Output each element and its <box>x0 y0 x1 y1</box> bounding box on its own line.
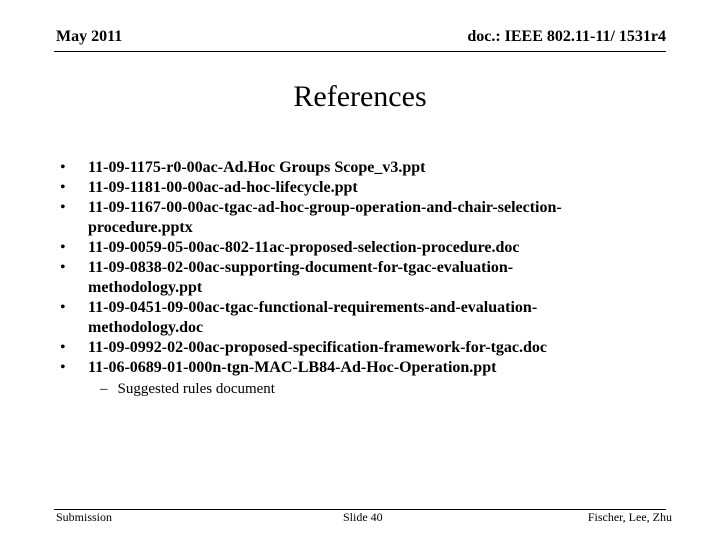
reference-item <box>60 338 620 358</box>
footer-slide-number: Slide 40 <box>343 510 383 524</box>
references-list <box>60 158 620 378</box>
header-date: May 2011 <box>56 28 123 45</box>
reference-text: 11-09-0059-05-00ac-802-11ac-proposed-selection-procedure.doc <box>88 239 520 256</box>
reference-item <box>60 238 620 258</box>
footer-authors: Fischer, Lee, Zhu <box>587 510 672 524</box>
sub-bullet <box>100 381 275 398</box>
reference-text: 11-09-0992-02-00ac-proposed-specification-framework-for-tgac.doc <box>88 339 548 356</box>
sub-bullet-text: Suggested rules document <box>117 381 275 397</box>
reference-text: 11-09-0451-09-00ac-tgac-functional-requirements-and-evaluation-methodology.doc <box>88 299 538 336</box>
reference-item <box>60 178 620 198</box>
footer-submission: Submission <box>56 510 113 524</box>
bullet-icon: • <box>60 159 66 176</box>
bullet-icon: • <box>60 179 66 196</box>
bullet-icon: • <box>60 299 66 316</box>
bullet-icon: • <box>60 339 66 356</box>
bullet-icon: • <box>60 199 66 216</box>
reference-text: 11-09-1181-00-00ac-ad-hoc-lifecycle.ppt <box>88 179 358 196</box>
bullet-icon: • <box>60 259 66 276</box>
dash-icon: – <box>100 381 108 397</box>
slide-title: References <box>293 80 427 113</box>
bullet-icon: • <box>60 239 66 256</box>
reference-text: 11-09-1167-00-00ac-tgac-ad-hoc-group-operation-and-chair-selection-procedure.pptx <box>88 199 562 236</box>
bullet-icon: • <box>60 359 66 376</box>
header-divider <box>54 51 666 52</box>
reference-item <box>60 258 620 298</box>
reference-text: 11-09-1175-r0-00ac-Ad.Hoc Groups Scope_v3.ppt <box>88 159 426 176</box>
reference-item <box>60 198 620 238</box>
header-doc-id: doc.: IEEE 802.11-11/ 1531r4 <box>467 28 666 45</box>
reference-item <box>60 158 620 178</box>
reference-text: 11-06-0689-01-000n-tgn-MAC-LB84-Ad-Hoc-Operation.ppt <box>88 359 497 376</box>
reference-text: 11-09-0838-02-00ac-supporting-document-for-tgac-evaluation-methodology.ppt <box>88 259 514 296</box>
reference-item <box>60 298 620 338</box>
reference-item <box>60 358 620 378</box>
